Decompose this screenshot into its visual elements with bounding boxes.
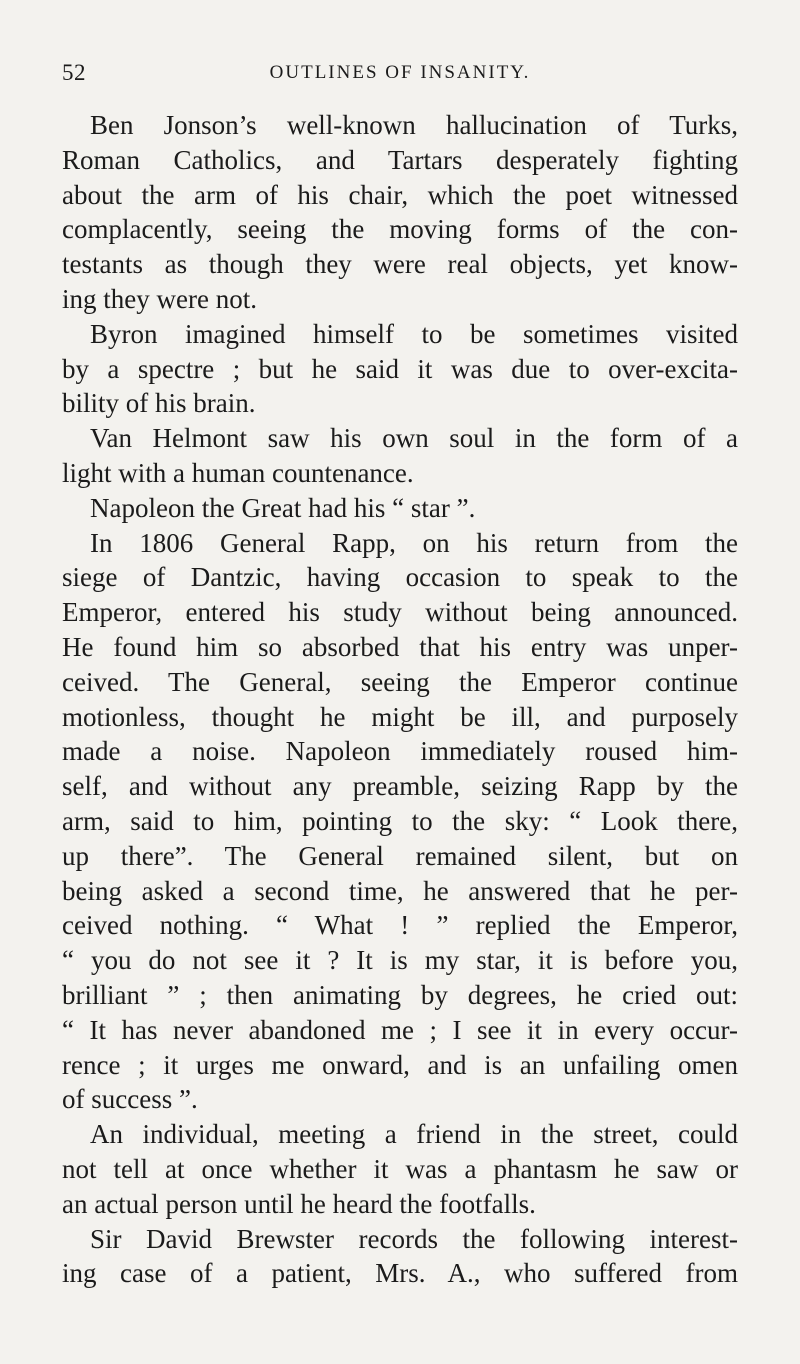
text-line: siege of Dantzic, having occasion to speak to the <box>62 562 738 593</box>
text-line: of success ”. <box>62 1084 198 1115</box>
text-line: Napoleon the Great had his “ star ”. <box>90 492 476 523</box>
text-line: brilliant ” ; then animating by degrees, he cried out: <box>62 979 738 1010</box>
text-line: ceived. The General, seeing the Emperor continue <box>62 666 738 697</box>
page-number: 52 <box>62 60 86 85</box>
text-line: testants as though they were real objects, yet know- <box>62 249 738 280</box>
text-line: In 1806 General Rapp, on his return from the <box>90 527 738 558</box>
text-line: “ It has never abandoned me ; I see it in every occur- <box>62 1014 738 1045</box>
text-line: bility of his brain. <box>62 388 256 419</box>
text-line: Roman Catholics, and Tartars desperately fighting <box>62 144 738 175</box>
text-line: being asked a second time, he answered that he per- <box>62 875 738 906</box>
text-line: not tell at once whether it was a phantasm he saw or <box>62 1153 738 1184</box>
text-line: Emperor, entered his study without being announced. <box>62 597 738 628</box>
text-line: about the arm of his chair, which the poet witnessed <box>62 179 738 210</box>
text-line: Ben Jonson’s well-known hallucination of Turks, <box>90 110 738 140</box>
text-line: “ you do not see it ? It is my star, it is before you, <box>62 945 738 976</box>
body-text <box>62 108 738 1291</box>
text-line: up there”. The General remained silent, but on <box>62 840 738 871</box>
page-header <box>62 60 738 90</box>
text-line: by a spectre ; but he said it was due to over-excita- <box>62 353 738 384</box>
text-line: ceived nothing. “ What ! ” replied the Emperor, <box>62 910 738 941</box>
text-line: made a noise. Napoleon immediately roused him- <box>62 736 738 767</box>
text-line: complacently, seeing the moving forms of the con- <box>62 214 738 245</box>
text-line: Van Helmont saw his own soul in the form of a <box>90 423 738 454</box>
text-line: self, and without any preamble, seizing Rapp by the <box>62 771 738 802</box>
text-line: ing case of a patient, Mrs. A., who suffered from <box>62 1258 738 1289</box>
text-line: rence ; it urges me onward, and is an unfailing omen <box>62 1049 738 1080</box>
text-line: arm, said to him, pointing to the sky: “ Look there, <box>62 805 738 836</box>
text-line: He found him so absorbed that his entry was unper- <box>62 631 738 662</box>
running-title: OUTLINES OF INSANITY. <box>269 62 531 83</box>
text-line: light with a human countenance. <box>62 457 414 488</box>
text-line: motionless, thought he might be ill, and purposely <box>62 701 738 732</box>
text-line: ing they were not. <box>62 283 257 314</box>
text-line: Sir David Brewster records the following interest- <box>90 1223 738 1254</box>
text-line: an actual person until he heard the footfalls. <box>62 1188 536 1219</box>
text-line: Byron imagined himself to be sometimes visited <box>90 318 738 349</box>
text-line: An individual, meeting a friend in the street, could <box>90 1119 738 1150</box>
